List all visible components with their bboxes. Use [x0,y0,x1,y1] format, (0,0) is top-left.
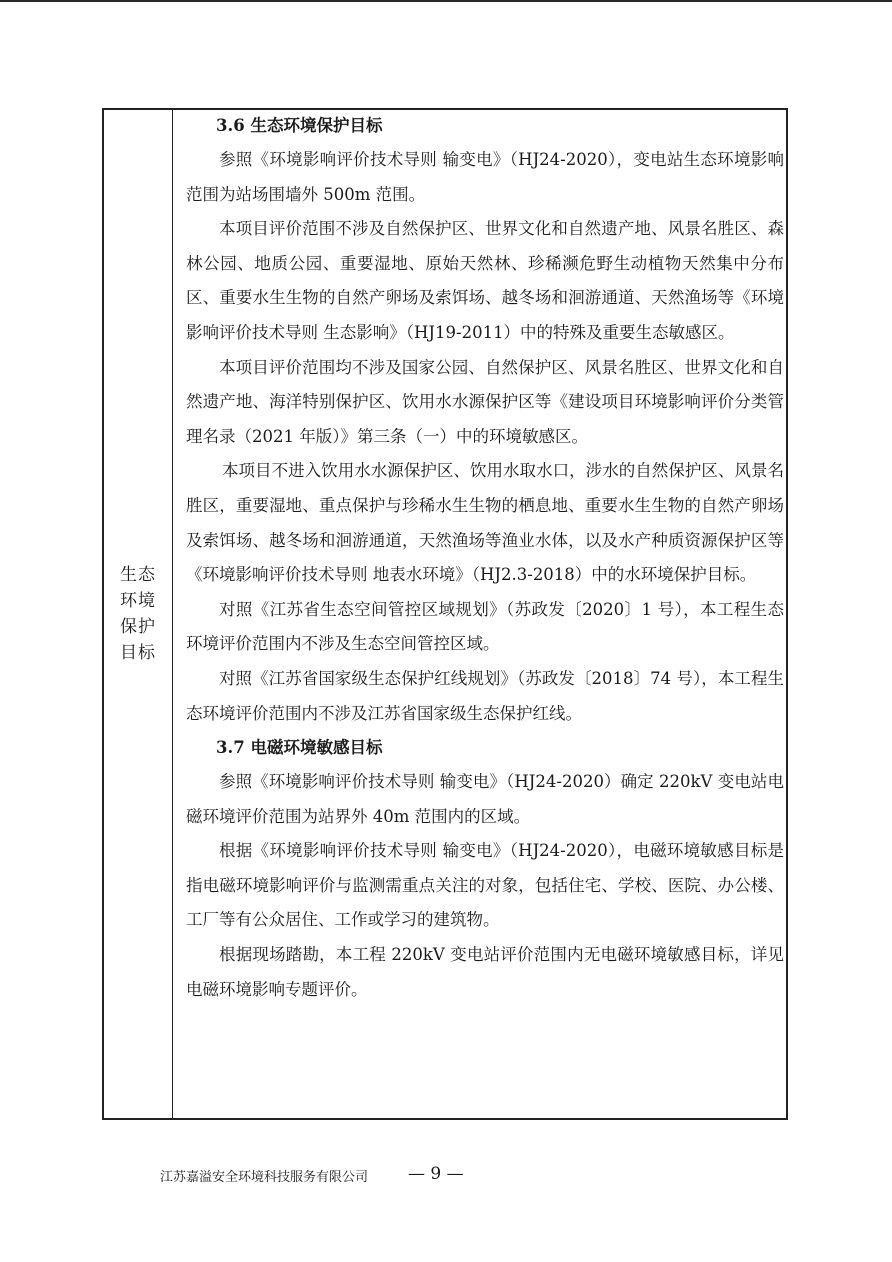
paragraph: 根据现场踏勘，本工程 220kV 变电站评价范围内无电磁环境敏感目标，详见电磁环境影响专题评价。 [186,945,784,999]
top-rule [0,0,892,2]
company-name: 江苏嘉溢安全环境科技服务有限公司 [160,1170,369,1185]
paragraph: 根据《环境影响评价技术导则 输变电》（HJ24-2020），电磁环境敏感目标是指电磁环境影响评价与监测需重点关注的对象，包括住宅、学校、医院、办公楼、工厂等有公众居住、工作或学习的建筑物。 [186,841,784,930]
section-3-7-heading: 3.7 电磁环境敏感目标 [216,738,383,758]
paragraph: 本项目评价范围均不涉及国家公园、自然保护区、风景名胜区、世界文化和自然遗产地、海洋特别保护区、饮用水水源保护区等《建设项目环境影响评价分类管理名录（2021 年版）》第三条（一）中的环境敏感区。 [186,357,784,446]
label-cell [104,110,172,1118]
paragraph: 对照《江苏省国家级生态保护红线规划》（苏政发〔2018〕74 号），本工程生态环境评价范围内不涉及江苏省国家级生态保护红线。 [186,668,784,723]
section-3-6-heading: 3.6 生态环境保护目标 [216,116,383,135]
paragraph: 参照《环境影响评价技术导则 输变电》（HJ24-2020）确定 220kV 变电站电磁环境评价范围为站界外 40m 范围内的区域。 [186,772,784,826]
page-number: — 9 — [408,1164,464,1184]
content-table [102,108,788,1120]
paragraph: 本项目评价范围不涉及自然保护区、世界文化和自然遗产地、风景名胜区、森林公园、地质公园、重要湿地、原始天然林、珍稀濒危野生动植物天然集中分布区、重要水生生物的自然产卵场及索饵场、越冬场和洄游通道、天然渔场等《环境影响评价技术导则 生态影响》（HJ19-2011）中的特殊及重要生态敏感区。 [186,219,784,342]
paragraph: 本项目不进入饮用水水源保护区、饮用水取水口，涉水的自然保护区、风景名胜区，重要湿地、重点保护与珍稀水生生物的栖息地、重要水生生物的自然产卵场及索饵场、越冬场和洄游通道，天然渔场等渔业水体，以及水产种质资源保护区等《环境影响评价技术导则 地表水环境》（HJ2.3-2018）中的水环境保护目标。 [186,461,784,585]
column-divider [172,110,173,1118]
row-label: 生态环境保护目标 [120,565,156,663]
content-cell [186,110,784,1007]
paragraph: 对照《江苏省生态空间管控区域规划》（苏政发〔2020〕1 号），本工程生态环境评价范围内不涉及生态空间管控区域。 [186,599,784,654]
paragraph: 参照《环境影响评价技术导则 输变电》（HJ24-2020），变电站生态环境影响范围为站场围墙外 500m 范围。 [186,150,784,204]
page-footer [160,1164,500,1190]
